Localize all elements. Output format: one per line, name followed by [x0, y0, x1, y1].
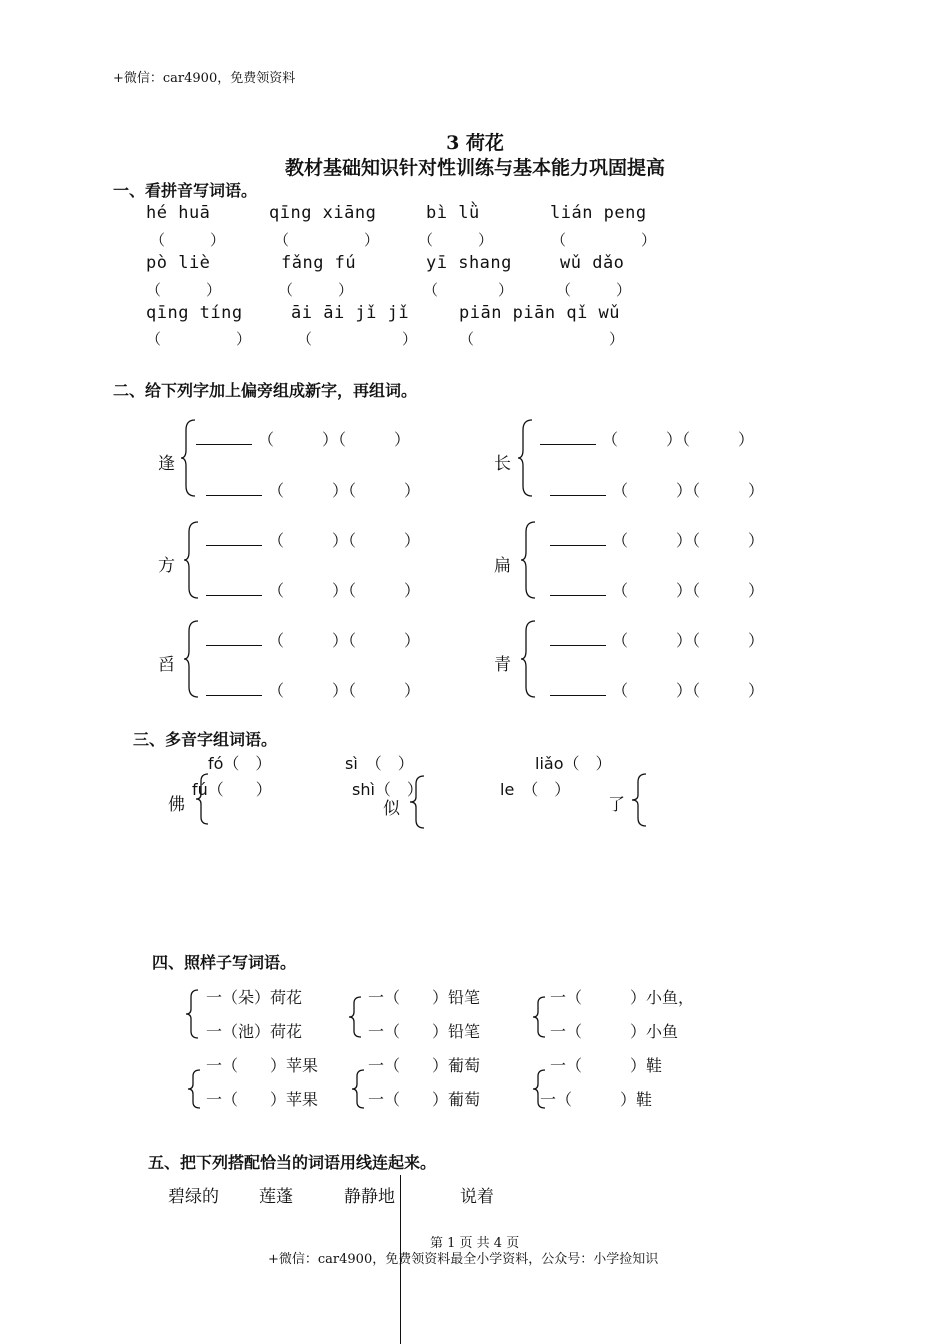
- brace-icon: [352, 1068, 366, 1110]
- word-item[interactable]: 一（ ）葡萄: [368, 1056, 481, 1075]
- brace-icon: [349, 995, 363, 1039]
- brace-icon: [533, 995, 547, 1039]
- brace-icon: [632, 772, 648, 828]
- fill-row[interactable]: （ ）（ ）: [540, 427, 754, 450]
- answer-box[interactable]: （ ）: [418, 231, 494, 249]
- lesson-title: 3 荷花: [446, 132, 504, 154]
- fill-row[interactable]: （ ）（ ）: [206, 528, 420, 551]
- fill-row[interactable]: （ ）（ ）: [550, 628, 764, 651]
- section2-heading: 二、给下列字加上偏旁组成新字，再组词。: [113, 381, 418, 400]
- word-item[interactable]: 一（ ）小鱼，: [550, 988, 695, 1007]
- match-word[interactable]: 说着: [460, 1187, 494, 1207]
- pinyin-item: hé huā: [146, 203, 211, 223]
- match-word[interactable]: 碧绿的: [168, 1187, 219, 1207]
- pinyin-item: bì lǜ: [426, 203, 480, 223]
- word-item: 一（池）荷花: [206, 1022, 303, 1041]
- base-char: 长: [494, 454, 511, 474]
- fill-row[interactable]: （ ）（ ）: [206, 478, 420, 501]
- base-char: 方: [158, 556, 175, 576]
- word-item[interactable]: 一（ ）铅笔: [368, 1022, 481, 1041]
- section3-heading: 三、多音字组词语。: [133, 730, 278, 749]
- base-char: 舀: [158, 655, 175, 675]
- fill-row[interactable]: （ ）（ ）: [550, 578, 764, 601]
- fill-row[interactable]: （ ）（ ）: [550, 678, 764, 701]
- word-item[interactable]: 一（ ）鞋: [550, 1056, 663, 1075]
- pinyin-item: pò liè: [146, 253, 211, 273]
- reading-item[interactable]: sì （ ）: [345, 754, 414, 773]
- pinyin-item: fǎng fú: [281, 253, 357, 273]
- answer-box[interactable]: （ ）: [146, 281, 222, 299]
- brace-icon: [188, 1068, 202, 1110]
- brace-icon: [410, 774, 426, 830]
- brace-icon: [518, 418, 534, 498]
- reading-item[interactable]: liǎo（ ）: [535, 754, 612, 773]
- fill-row[interactable]: （ ）（ ）: [206, 678, 420, 701]
- answer-box[interactable]: （ ）: [278, 281, 354, 299]
- answer-box[interactable]: （ ）: [423, 281, 514, 299]
- word-item[interactable]: 一（ ）苹果: [206, 1056, 319, 1075]
- answer-box[interactable]: （ ）: [150, 231, 226, 249]
- base-char: 扁: [494, 556, 511, 576]
- pinyin-item: yī shang: [426, 253, 512, 273]
- reading-item[interactable]: shì（ ）: [352, 780, 423, 799]
- word-item: 一（朵）荷花: [206, 988, 303, 1007]
- brace-icon: [196, 772, 210, 826]
- reading-item[interactable]: fó（ ）: [208, 754, 272, 773]
- base-char: 逢: [158, 454, 175, 474]
- answer-box[interactable]: （ ）: [297, 330, 418, 348]
- section5-heading: 五、把下列搭配恰当的词语用线连起来。: [148, 1153, 437, 1172]
- brace-icon: [186, 988, 200, 1040]
- match-word[interactable]: 静静地: [344, 1187, 395, 1207]
- section1-heading: 一、看拼音写词语。: [113, 181, 258, 200]
- polyphone-char: 似: [383, 799, 400, 819]
- worksheet-title: 教材基础知识针对性训练与基本能力巩固提高: [284, 157, 665, 179]
- section4-heading: 四、照样子写词语。: [152, 953, 297, 972]
- pinyin-item: lián peng: [550, 203, 647, 223]
- answer-box[interactable]: （ ）: [146, 330, 252, 348]
- fill-row[interactable]: （ ）（ ）: [550, 478, 764, 501]
- word-item[interactable]: 一（ ）小鱼: [550, 1022, 679, 1041]
- word-item[interactable]: 一（ ）铅笔: [368, 988, 481, 1007]
- base-char: 青: [494, 655, 511, 675]
- fill-row[interactable]: （ ）（ ）: [196, 427, 410, 450]
- word-item[interactable]: 一（ ）鞋: [540, 1090, 653, 1109]
- pinyin-item: wǔ dǎo: [560, 253, 625, 273]
- brace-icon: [184, 520, 200, 600]
- fill-row[interactable]: （ ）（ ）: [550, 528, 764, 551]
- page-number: 第 1 页 共 4 页: [430, 1236, 520, 1251]
- fill-row[interactable]: （ ）（ ）: [206, 628, 420, 651]
- brace-icon: [521, 520, 537, 600]
- polyphone-char: 了: [608, 795, 625, 815]
- header-note: +微信：car4900，免费领资料: [113, 71, 296, 86]
- footer-note: +微信：car4900，免费领资料最全小学资料，公众号：小学捡知识: [268, 1252, 659, 1267]
- pinyin-item: qīng xiāng: [269, 203, 377, 223]
- word-item[interactable]: 一（ ）葡萄: [368, 1090, 481, 1109]
- match-word[interactable]: 莲蓬: [259, 1187, 293, 1207]
- brace-icon: [181, 418, 197, 498]
- word-item[interactable]: 一（ ）苹果: [206, 1090, 319, 1109]
- pinyin-item: āi āi jǐ jǐ: [291, 303, 410, 323]
- reading-item[interactable]: le （ ）: [500, 780, 571, 799]
- reading-item[interactable]: fú（ ）: [192, 780, 272, 799]
- polyphone-char: 佛: [168, 795, 185, 815]
- pinyin-item: piān piān qǐ wǔ: [459, 303, 621, 323]
- brace-icon: [184, 619, 200, 699]
- pinyin-item: qīng tíng: [146, 303, 243, 323]
- answer-box[interactable]: （ ）: [459, 330, 625, 348]
- answer-box[interactable]: （ ）: [551, 231, 657, 249]
- answer-box[interactable]: （ ）: [274, 231, 380, 249]
- answer-box[interactable]: （ ）: [556, 281, 632, 299]
- fill-row[interactable]: （ ）（ ）: [206, 578, 420, 601]
- brace-icon: [521, 619, 537, 699]
